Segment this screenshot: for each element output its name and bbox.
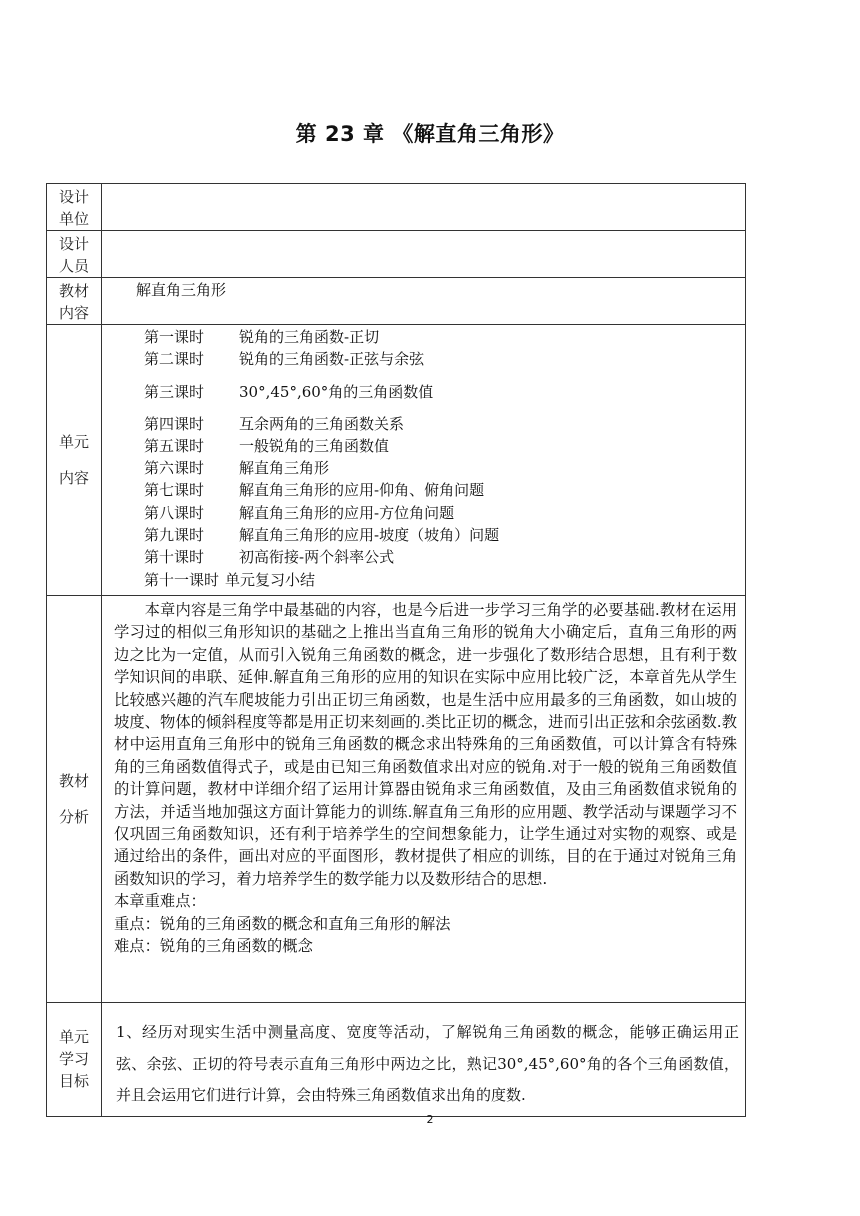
design-unit-value xyxy=(102,184,746,231)
list-item: 第五课时 一般锐角的三角函数值 xyxy=(144,436,390,455)
material-content-label: 教材 内容 xyxy=(47,278,102,325)
page-title: 第 23 章 《解直角三角形》 xyxy=(295,122,565,146)
design-unit-row xyxy=(47,184,746,231)
analysis-paragraph: 本章内容是三角学中最基础的内容，也是今后进一步学习三角学的必要基础.教材在运用学习过的相似三角形知识的基础之上推出当直角三角形的锐角大小确定后，直角三角形的两边之比为一定值，从而引入锐角三角函数的概念，进一步强化了数形结合思想，且有利于数学知识间的串联、延伸.解直角三角形的应用的知识在实际中应用比较广泛，本章首先从学生比较感兴趣的汽车爬坡能力引出正切三角函数，也是生活中应用最多的三角函数，如山坡的坡度、物体的倾斜程度等都是用正切来刻画的.类比正切的概念，进而引出正弦和余弦函数.教材中运用直角三角形中的锐角三角函数的概念求出特殊角的三角函数值，可以计算含有特殊角的三角函数值得式子，或是由已知三角函数值求出对应的锐角.对于一般的锐角三角函数值的计算问题，教材中详细介绍了运用计算器由锐角求三角函数值，及由三角函数值求锐角的方法，并适当地加强这方面计算能力的训练.解直角三角形的应用题、教学活动与课题学习不仅巩固三角函数知识，还有利于培养学生的空间想象能力，让学生通过对实物的观察、或是通过给出的条件，画出对应的平面图形，教材提供了相应的训练，目的在于通过对锐角三角函数知识的学习，着力培养学生的数学能力以及数形结合的思想. xyxy=(114,601,737,888)
learning-goals-label: 单元 学习 目标 xyxy=(47,1003,102,1117)
list-item: 第十课时 初高衔接-两个斜率公式 xyxy=(144,548,395,567)
list-item: 第三课时 30°,45°,60°角的三角函数值 xyxy=(144,382,434,401)
design-unit-label: 设计 单位 xyxy=(47,184,102,231)
key-points-heading: 本章重难点： xyxy=(114,892,206,911)
lesson-list xyxy=(102,325,745,591)
material-analysis-label: 教材 分析 xyxy=(47,596,102,1003)
lesson-plan-table xyxy=(46,183,746,1117)
list-item: 第九课时 解直角三角形的应用-坡度（坡角）问题 xyxy=(144,526,500,545)
list-item: 第八课时 解直角三角形的应用-方位角问题 xyxy=(144,503,455,522)
material-content-value: 解直角三角形 xyxy=(136,281,227,299)
unit-content-row xyxy=(47,325,746,596)
material-analysis-row xyxy=(47,596,746,1003)
designer-label: 设计 人员 xyxy=(47,231,102,278)
list-item: 第一课时 锐角的三角函数-正切 xyxy=(144,328,380,346)
analysis-text xyxy=(102,596,745,960)
learning-goals-text: 1、经历对现实生活中测量高度、宽度等活动，了解锐角三角函数的概念，能够正确运用正弦、余弦、正切的符号表示直角三角形中两边之比，熟记30°,45°,60°角的各个三角函数值，并且会运用它们进行计算，会由特殊三角函数值求出角的度数. xyxy=(116,1023,739,1104)
designer-value xyxy=(102,231,746,278)
designer-row xyxy=(47,231,746,278)
list-item: 第十一课时 单元复习小结 xyxy=(144,570,316,589)
page-number: 2 xyxy=(426,1113,434,1126)
list-item: 第六课时 解直角三角形 xyxy=(144,459,330,478)
unit-content-label: 单元 内容 xyxy=(47,325,102,596)
list-item: 第四课时 互余两角的三角函数关系 xyxy=(144,414,405,433)
material-content-row xyxy=(47,278,746,325)
learning-goals-row xyxy=(47,1003,746,1117)
list-item: 第七课时 解直角三角形的应用-仰角、俯角问题 xyxy=(144,481,485,500)
list-item: 第二课时 锐角的三角函数-正弦与余弦 xyxy=(144,350,425,369)
key-point: 重点：锐角的三角函数的概念和直角三角形的解法 xyxy=(114,914,451,933)
difficulty-point: 难点：锐角的三角函数的概念 xyxy=(114,937,313,956)
